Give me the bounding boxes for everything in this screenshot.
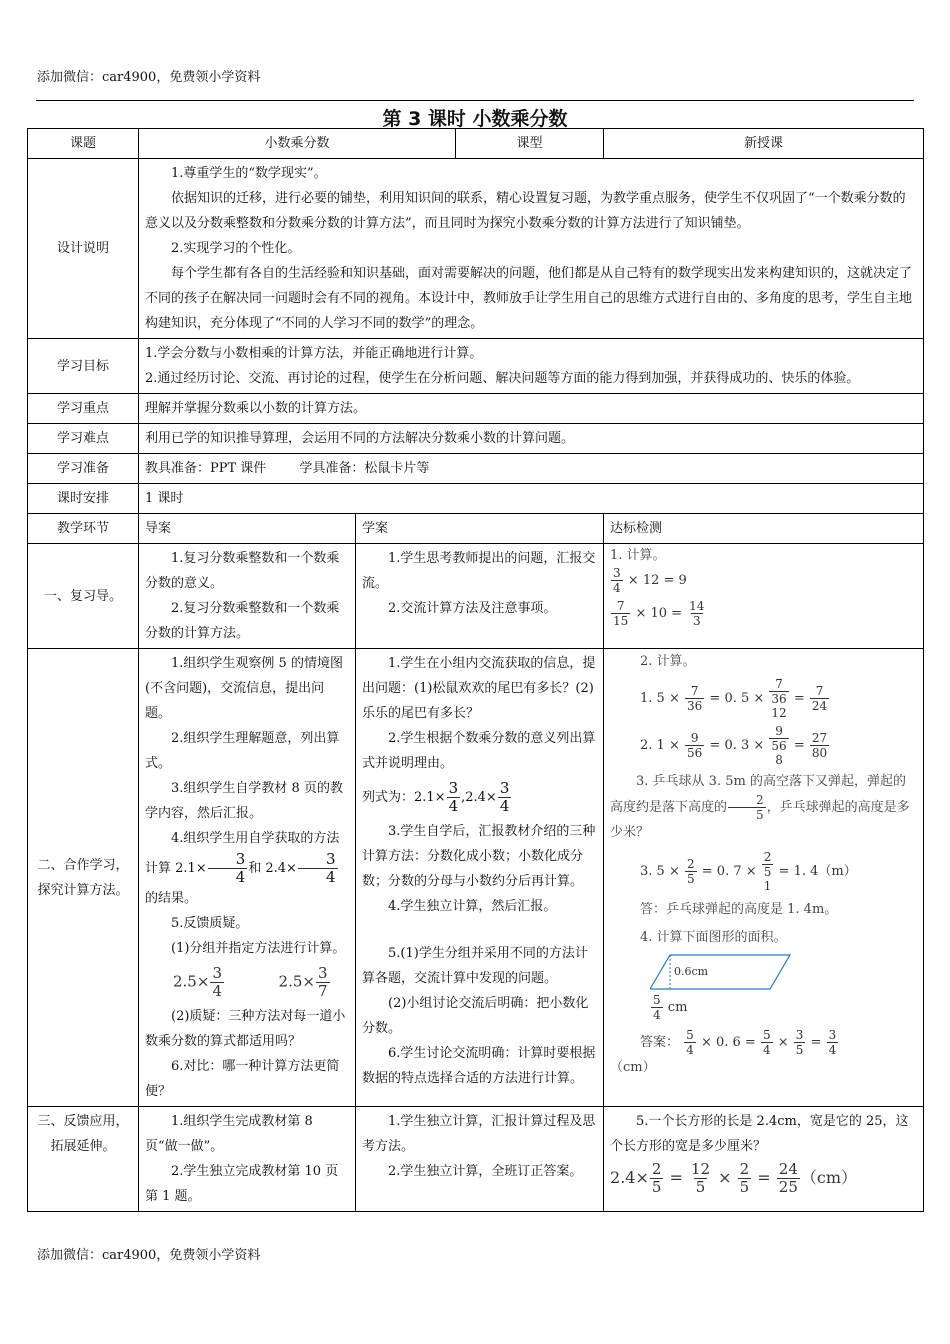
type-value: 新授课 <box>604 129 924 159</box>
schedule-text: 1 课时 <box>139 484 924 514</box>
base-unit: cm <box>667 1000 688 1015</box>
s1-guide <box>139 544 356 649</box>
s2-check-q4: 4. 计算下面图形的面积。 <box>640 930 787 945</box>
s1-study-2: 2.交流计算方法及注意事项。 <box>388 601 557 616</box>
frac-den: 25 <box>778 1178 798 1196</box>
frac-num: 2 <box>756 793 764 807</box>
s2-check-unit: （cm） <box>610 1060 656 1075</box>
design-label: 设计说明 <box>28 159 139 339</box>
frac-den: 56 <box>771 739 787 753</box>
col-stage: 教学环节 <box>28 514 139 544</box>
s2-guide-8: 6.对比：哪一种计算方法更简便？ <box>145 1059 340 1099</box>
calc-text: × 0. 6 = <box>700 1035 756 1050</box>
s2-stage: 二、合作学习，探究计算方法。 <box>28 649 139 1107</box>
s2-study <box>356 649 604 1107</box>
frac-den: 4 <box>828 1043 837 1057</box>
frac-den: 5 <box>651 1178 662 1196</box>
s2-guide-exercises <box>145 965 349 1000</box>
header-note: 添加微信：car4900，免费领小学资料 <box>37 70 261 85</box>
frac-den: 4 <box>448 797 459 815</box>
s2-guide-4 <box>145 826 349 911</box>
s3-guide-1: 1.组织学生完成教材第 8 页“做一做”。 <box>145 1114 313 1154</box>
frac-num: 7 <box>815 684 824 698</box>
s2-guide-6: (1)分组并指定方法进行计算。 <box>171 941 346 956</box>
topic-label: 课题 <box>28 129 139 159</box>
s1-guide-1: 1.复习分数乘整数和一个数乘分数的意义。 <box>145 551 340 591</box>
frac-den: 4 <box>208 868 248 886</box>
calc-text: 3. 5 × <box>640 864 680 879</box>
s2-study-7: (2)小组讨论交流后明确：把小数化分数。 <box>362 996 589 1036</box>
goals-content <box>139 339 924 394</box>
calc-text: × 12 = 9 <box>627 573 687 588</box>
s2-guide-2: 2.组织学生理解题意，列出算式。 <box>145 731 340 771</box>
lesson-plan-table <box>27 128 924 1212</box>
s2-study-8: 6.学生讨论交流明确：计算时要根据数据的特点选择合适的方法进行计算。 <box>362 1046 596 1086</box>
frac-num: 3 <box>317 964 328 982</box>
frac-num: 7 <box>690 684 699 698</box>
calc-text: 2. 1 × <box>640 738 680 753</box>
frac-num: 24 <box>778 1160 798 1178</box>
exercise-2: 2.5× <box>278 972 315 991</box>
s1-study-1: 1.学生思考教师提出的问题，汇报交流。 <box>362 551 596 591</box>
col-study: 学案 <box>356 514 604 544</box>
s1-study <box>356 544 604 649</box>
frac-den: 5 <box>795 1043 804 1057</box>
s3-check <box>604 1107 924 1212</box>
s2-check-answer4: 答案： $\frac{5}{4}$ × 0. 6 = $\frac{5}{4}$ × $\frac{3}{5}$ = $\frac{3}{4}$ <box>640 1028 837 1057</box>
design-content <box>139 159 924 339</box>
frac-den: 4 <box>686 1043 694 1057</box>
page-title: 第 3 课时 小数乘分数 <box>382 108 568 130</box>
prep-text: 教具准备：PPT 课件 学具准备：松鼠卡片等 <box>139 454 924 484</box>
frac-cancel: 12 <box>771 706 787 720</box>
s3-check-calc: 2.4× $\frac{2}{5}$ = $\frac{12}{5}$ × $\frac{2}{5}$ = $\frac{24}{25}$ （cm） <box>610 1160 858 1196</box>
frac-den: 4 <box>762 1043 771 1057</box>
answer-label: 答案： <box>640 1035 680 1050</box>
frac-num: 2 <box>739 1160 750 1178</box>
difficulty-label: 学习难点 <box>28 424 139 454</box>
footer-note: 添加微信：car4900，免费领小学资料 <box>37 1248 261 1263</box>
calc-text: = 1. 4（m） <box>778 864 857 879</box>
s2-guide <box>139 649 356 1107</box>
goals-label: 学习目标 <box>28 339 139 394</box>
frac-num: 14 <box>689 599 705 613</box>
frac-den: 5 <box>739 1178 750 1196</box>
s1-check-calc1 <box>610 566 917 595</box>
s2-study-1: 1.学生在小组内交流获取的信息，提出问题：(1)松鼠欢欢的尾巴有多长？(2)乐乐的尾巴有多长？ <box>362 656 596 721</box>
goal-2: 2.通过经历讨论、交流、再讨论的过程，使学生在分析问题、解决问题等方面的能力得到加强，并获得成功的、快乐的体验。 <box>145 371 860 386</box>
type-label: 课型 <box>456 129 604 159</box>
col-guide: 导案 <box>139 514 356 544</box>
q3-text: ，乒乓球弹起的高度是多少米？ <box>610 800 910 840</box>
goal-1: 1.学会分数与小数相乘的计算方法，并能正确地进行计算。 <box>145 346 483 361</box>
q3-text: 3. 乒乓球从 3. 5m 的高空落下又弹起，弹起的高度约是落下高度的 <box>610 774 906 815</box>
frac-den: 36 <box>771 692 787 706</box>
frac-num: 5 <box>762 1028 771 1042</box>
frac-den: 4 <box>298 868 338 886</box>
frac-num: 2 <box>687 857 695 871</box>
frac-den: 7 <box>317 982 328 1000</box>
prep-label: 学习准备 <box>28 454 139 484</box>
key-label: 学习重点 <box>28 394 139 424</box>
frac-num: 9 <box>690 731 699 745</box>
frac-den: 5 <box>763 865 772 879</box>
guide-text: 和 2.4× <box>248 861 297 876</box>
design-p3: 2.实现学习的个性化。 <box>171 241 301 256</box>
s1-guide-2: 2.复习分数乘整数和一个数乘分数的计算方法。 <box>145 601 340 641</box>
schedule-label: 课时安排 <box>28 484 139 514</box>
s1-stage: 一、复习导。 <box>28 544 139 649</box>
s3-guide-2: 2.学生独立完成教材第 10 页第 1 题。 <box>145 1164 339 1204</box>
frac-den: 80 <box>811 746 828 760</box>
frac-num: 27 <box>811 731 828 745</box>
frac-num: 3 <box>613 566 621 580</box>
frac-num: 3 <box>212 964 222 982</box>
frac-den: 4 <box>499 797 510 815</box>
frac-num: 7 <box>775 677 783 691</box>
s1-check-title: 1. 计算。 <box>610 548 666 563</box>
header-rule <box>36 100 914 101</box>
parallelogram-shape <box>650 955 790 989</box>
frac-num: 12 <box>691 1160 711 1178</box>
calc-text: × 10 = <box>635 606 683 621</box>
frac-num: 3 <box>795 1028 804 1042</box>
frac-den: 5 <box>695 1178 706 1196</box>
s2-check-base <box>610 993 917 1022</box>
calc-text: 1. 5 × <box>640 691 680 706</box>
exercise-1: 2.5× <box>173 972 210 991</box>
frac-num: 5 <box>686 1028 694 1042</box>
guide-text: 的结果。 <box>145 891 198 906</box>
s2-study-3 <box>362 780 597 815</box>
design-p1: 1.尊重学生的“数学现实”。 <box>171 166 327 181</box>
key-text: 理解并掌握分数乘以小数的计算方法。 <box>139 394 924 424</box>
frac-num: 3 <box>325 850 336 868</box>
study-text: ,2.4× <box>461 790 497 805</box>
s2-study-6: 5.(1)学生分组并采用不同的方法计算各题，交流计算中发现的问题。 <box>362 946 588 986</box>
frac-cancel: 1 <box>763 879 772 893</box>
frac-num: 3 <box>235 850 246 868</box>
design-p4: 每个学生都有各自的生活经验和知识基础，面对需要解决的问题，他们都是从自己特有的数学现实出发来构建知识的，这就决定了不同的孩子在解决同一问题时会有不同的视角。本设计中，教师放手让学生用自己的思维方式进行自由的、多角度的思考，学生自主地构建知识，充分体现了“不同的人学习不同的数学”的理念。 <box>145 266 913 331</box>
frac-den: 4 <box>653 1008 661 1022</box>
frac-den: 36 <box>687 699 703 713</box>
study-text: 列式为：2.1× <box>362 790 446 805</box>
guide-text: 4.组织学生用自学获取的方法计算 2.1× <box>145 831 340 876</box>
s3-study <box>356 1107 604 1212</box>
calc-text: = 0. 7 × <box>701 864 757 879</box>
s2-check-calc-b: 2. 1 × $\frac{9}{56}$ = 0. 3 × 9 56 8 = $\frac{27}{80}$ <box>640 724 828 767</box>
s2-guide-7: (2)质疑：三种方法对每一道小数乘分数的算式都适用吗？ <box>145 1009 346 1049</box>
frac-cancel: 8 <box>775 753 783 767</box>
s2-guide-3: 3.组织学生自学教材 8 页的教学内容，然后汇报。 <box>145 781 343 821</box>
s2-check-calc-c <box>610 850 917 893</box>
s2-guide-5: 5.反馈质疑。 <box>171 916 249 931</box>
frac-num: 9 <box>775 724 783 738</box>
calc-text: = 0. 5 × <box>709 691 765 706</box>
frac-den: 5 <box>728 807 766 822</box>
s2-guide-1: 1.组织学生观察例 5 的情境图(不含问题)，交流信息，提出问题。 <box>145 656 343 721</box>
s3-stage: 三、反馈应用，拓展延伸。 <box>28 1107 139 1212</box>
s1-check <box>604 544 924 649</box>
frac-num: 2 <box>763 850 772 864</box>
parallelogram-figure <box>650 953 800 991</box>
parallelogram-svg <box>650 953 800 991</box>
s3-check-question: 5.一个长方形的长是 2.4cm，宽是它的 25，这个长方形的宽是多少厘米？ <box>610 1114 909 1154</box>
frac-num: 3 <box>499 779 510 797</box>
calc-unit: （cm） <box>800 1168 858 1187</box>
frac-den: 15 <box>613 614 629 628</box>
topic-value: 小数乘分数 <box>139 129 456 159</box>
frac-num: 2 <box>651 1160 662 1178</box>
calc-text: 2.4× <box>610 1168 649 1187</box>
s3-guide <box>139 1107 356 1212</box>
s1-check-calc2 <box>610 599 917 628</box>
difficulty-text: 利用已学的知识推导算理，会运用不同的方法解决分数乘小数的计算问题。 <box>139 424 924 454</box>
frac-den: 56 <box>687 746 703 760</box>
s2-check-q3 <box>610 771 917 844</box>
s2-check-calc-a: 1. 5 × $\frac{7}{36}$ = 0. 5 × 7 36 12 = $\frac{7}{24}$ <box>640 677 828 720</box>
s3-study-2: 2.学生独立计算，全班订正答案。 <box>388 1164 583 1179</box>
frac-num: 3 <box>448 779 459 797</box>
s2-check <box>604 649 924 1107</box>
frac-num: 7 <box>616 599 625 613</box>
frac-den: 3 <box>692 614 701 628</box>
s2-check-title: 2. 计算。 <box>640 654 696 669</box>
frac-den: 4 <box>212 982 222 1000</box>
frac-den: 24 <box>811 699 828 713</box>
s2-study-2: 2.学生根据个数乘分数的意义列出算式并说明理由。 <box>362 731 596 771</box>
s3-study-1: 1.学生独立计算，汇报计算过程及思考方法。 <box>362 1114 596 1154</box>
calc-text: = 0. 3 × <box>709 738 765 753</box>
frac-den: 4 <box>613 581 621 595</box>
height-label: 0.6cm <box>674 965 709 978</box>
s2-study-5: 4.学生独立计算，然后汇报。 <box>388 899 557 914</box>
col-check: 达标检测 <box>604 514 924 544</box>
s2-check-answer3: 答：乒乓球弹起的高度是 1. 4m。 <box>640 902 838 917</box>
frac-num: 5 <box>653 993 661 1007</box>
design-p2: 依据知识的迁移，进行必要的铺垫，利用知识间的联系，精心设置复习题，为教学重点服务，使学生不仅巩固了“一个数乘分数的意义以及分数乘整数和分数乘分数的计算方法”，而且同时为探究小数乘分数的计算方法进行了知识铺垫。 <box>145 191 906 231</box>
frac-den: 5 <box>687 872 695 886</box>
s2-study-4: 3.学生自学后，汇报教材介绍的三种计算方法：分数化成小数；小数化成分数；分数的分母与小数约分后再计算。 <box>362 824 596 889</box>
frac-num: 3 <box>828 1028 837 1042</box>
